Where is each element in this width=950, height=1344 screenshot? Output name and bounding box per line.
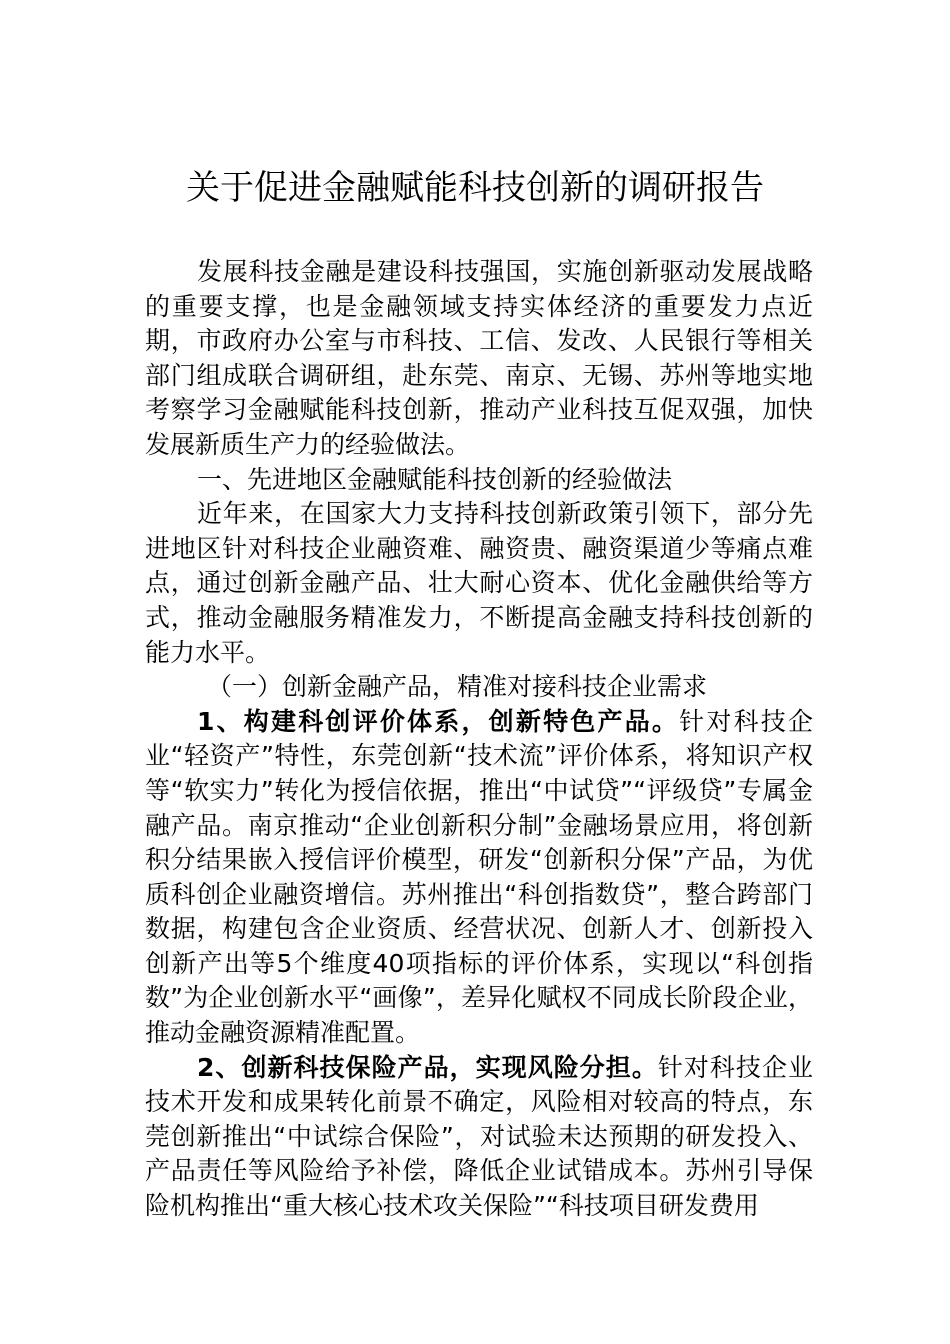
item-paragraph-2	[145, 1051, 813, 1224]
intro-paragraph: 发展科技金融是建设科技强国，实施创新驱动发展战略的重要支撑，也是金融领域支持实体经济的重要发力点近期，市政府办公室与市科技、工信、发改、人民银行等相关部门组成联合调研组，赴东莞、南京、无锡、苏州等地实地考察学习金融赋能科技创新，推动产业科技互促双强，加快发展新质生产力的经验做法。	[145, 257, 813, 459]
section-paragraph: 近年来，在国家大力支持科技创新政策引领下，部分先进地区针对科技企业融资难、融资贵、融资渠道少等痛点难点，通过创新金融产品、壮大耐心资本、优化金融供给等方式，推动金融服务精准发力，不断提高金融支持科技创新的能力水平。	[145, 499, 813, 667]
section-heading: 一、先进地区金融赋能科技创新的经验做法	[197, 464, 673, 494]
document-body	[145, 255, 813, 1224]
item-lead-1: 1、构建科创评价体系，创新特色产品。	[197, 706, 680, 736]
item-body-1: 针对科技企业“轻资产”特性，东莞创新“技术流”评价体系，将知识产权等“软实力”转化为授信依据，推出“中试贷”“评级贷”专属金融产品。南京推动“企业创新积分制”金融场景应用，将创新积分结果嵌入授信评价模型，研发“创新积分保”产品，为优质科创企业融资增信。苏州推出“科创指数贷”，整合跨部门数据，构建包含企业资质、经营状况、创新人才、创新投入创新产出等5个维度40项指标的评价体系，实现以“科创指数”为企业创新水平“画像”，差异化赋权不同成长阶段企业，推动金融资源精准配置。	[145, 706, 813, 1048]
document-title: 关于促进金融赋能科技创新的调研报告	[186, 168, 764, 208]
item-paragraph-1	[145, 705, 813, 1051]
item-body-2: 针对科技企业技术开发和成果转化前景不确定，风险相对较高的特点，东莞创新推出“中试综合保险”，对试验未达预期的研发投入、产品责任等风险给予补偿，降低企业试错成本。苏州引导保险机构推出“重大核心技术攻关保险”“科技项目研发费用	[145, 1052, 813, 1221]
item-lead-2: 2、创新科技保险产品，实现风险分担。	[197, 1052, 658, 1082]
subsection-heading: （一）创新金融产品，精准对接科技企业需求	[207, 672, 708, 702]
